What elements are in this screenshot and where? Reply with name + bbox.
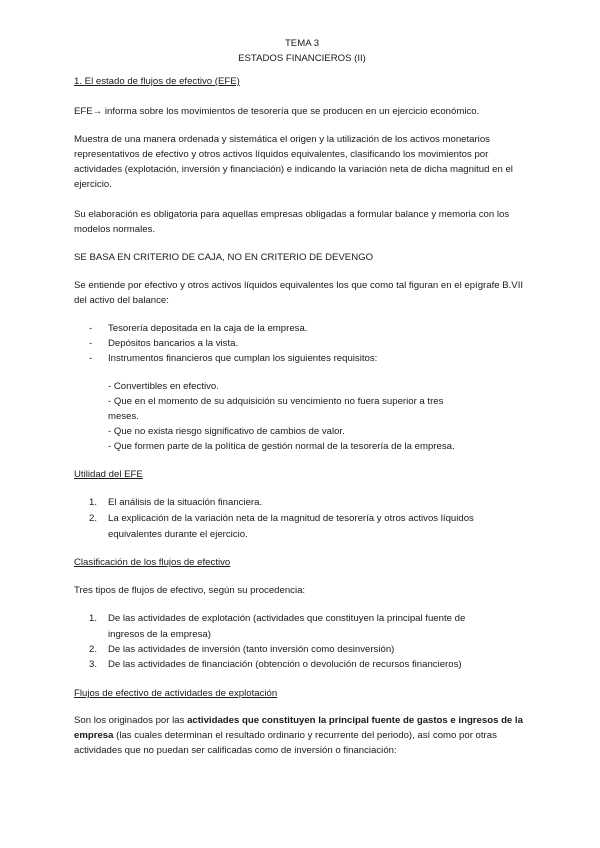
paragraph-efe-description: Muestra de una manera ordenada y sistemática el origen y la utilización de los activos monetarios representativos de efectivo y otros activos líquidos equivalentes, clasificando los movimientos por actividades (explotación, inversión y financiación) e indicando la variación neta de dicha magnitud en el ejercicio. [74,134,513,190]
bullet-mark: - [89,338,93,349]
doc-subtitle: ESTADOS FINANCIEROS (II) [238,53,366,64]
list-item: - Que en el momento de su adquisición su vencimiento no fuera superior a tres [108,396,444,407]
list-number: 3. [89,659,98,670]
list-item: Depósitos bancarios a la vista. [108,338,239,349]
bullet-mark: - [89,323,93,334]
paragraph-efe-definition: EFE→ informa sobre los movimientos de tesorería que se producen en un ejercicio económico. [74,106,480,117]
list-number: 1. [89,497,98,508]
list-item: De las actividades de explotación (actividades que constituyen la principal fuente de [108,613,466,624]
list-item: Tesorería depositada en la caja de la empresa. [108,323,308,334]
paragraph-explotacion-bold: actividades que constituyen la principal fuente de gastos e ingresos de la empresa [74,715,523,741]
list-item: La explicación de la variación neta de la magnitud de tesorería y otros activos líquidos [108,513,474,524]
list-item-continuation: ingresos de la empresa) [108,629,211,640]
section-heading-utilidad: Utilidad del EFE [74,469,143,480]
paragraph-obligation: Su elaboración es obligatoria para aquellas empresas obligadas a formular balance y memoria con los modelos normales. [74,209,510,235]
list-item: Instrumentos financieros que cumplan los siguientes requisitos: [108,353,378,364]
list-number: 1. [89,613,98,624]
list-item-continuation: equivalentes durante el ejercicio. [108,529,248,540]
list-item: El análisis de la situación financiera. [108,497,263,508]
list-item: - Convertibles en efectivo. [108,381,219,392]
paragraph-criterio-caja: SE BASA EN CRITERIO DE CAJA, NO EN CRITERIO DE DEVENGO [74,252,374,263]
list-number: 2. [89,513,98,524]
paragraph-explotacion-end: (las cuales determinan el resultado ordinario y recurrente del periodo), así como por otras actividades que no puedan ser calificadas como de inversión o financiación: [74,730,497,756]
section-heading-clasificacion: Clasificación de los flujos de efectivo [74,557,231,568]
list-item: De las actividades de financiación (obtención o devolución de recursos financieros) [108,659,462,670]
list-number: 2. [89,644,98,655]
section-heading-explotacion: Flujos de efectivo de actividades de explotación [74,688,278,699]
section-heading-efe: 1. El estado de flujos de efectivo (EFE) [74,76,240,87]
doc-title: TEMA 3 [284,38,320,49]
paragraph-clasificacion-intro: Tres tipos de flujos de efectivo, según su procedencia: [74,585,306,596]
bullet-mark: - [89,353,93,364]
list-item: meses. [108,411,139,422]
paragraph-explotacion [74,713,530,758]
paragraph-efectivo-definition: Se entiende por efectivo y otros activos líquidos equivalentes los que como tal figuran en el epígrafe B.VII del activo del balance: [74,280,524,306]
list-item: - Que formen parte de la política de gestión normal de la tesorería de la empresa. [108,441,455,452]
list-item: - Que no exista riesgo significativo de cambios de valor. [108,426,345,437]
paragraph-explotacion-start: Son los originados por las [74,715,188,726]
list-item: De las actividades de inversión (tanto inversión como desinversión) [108,644,395,655]
